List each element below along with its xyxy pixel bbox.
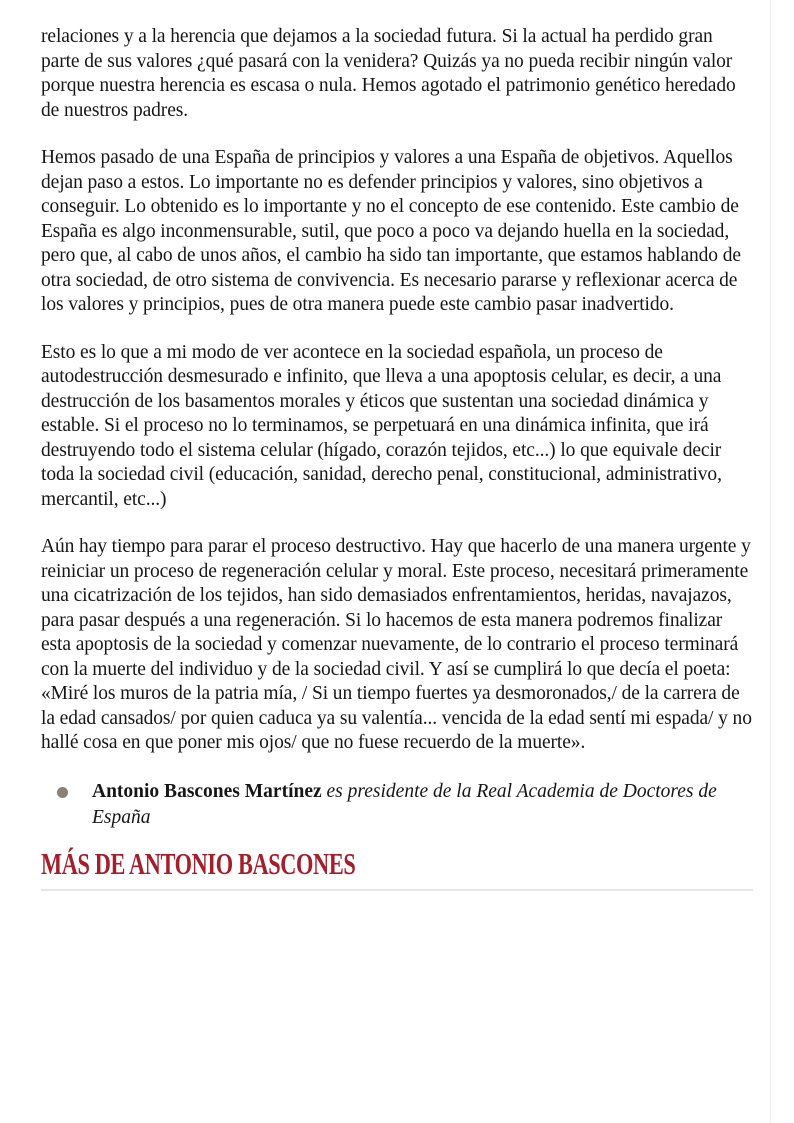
article-paragraph: relaciones y a la herencia que dejamos a la sociedad futura. Si la actual ha perdido gran parte de sus valores ¿qué pasará con la venidera? Quizás ya no pueda recibir ningún valor porque nuestra herencia es escasa o nula. Hemos agotado el patrimonio genético heredado de nuestros padres. <box>41 26 736 121</box>
bullet-icon <box>57 787 68 798</box>
article-paragraph: Hemos pasado de una España de principios y valores a una España de objetivos. Aquellos dejan paso a estos. Lo importante no es defender principios y valores, sino objetivos a conseguir. Lo obtenido es lo importante y no el concepto de ese contenido. Este cambio de España es algo inconmensurable, sutil, que poco a poco va dejando huella en la sociedad, pero que, al cabo de unos años, el cambio ha sido tan importante, que estamos hablando de otra sociedad, de otro sistema de convivencia. Es necesario pararse y reflexionar acerca de los valores y principios, pues de otra manera puede este cambio pasar inadvertido. <box>41 147 741 315</box>
article-body <box>41 25 753 756</box>
author-role: es presidente de la Real Academia de Doctores de España <box>92 780 717 828</box>
author-byline <box>41 779 753 831</box>
article-paragraph: Aún hay tiempo para parar el proceso destructivo. Hay que hacerlo de una manera urgente y reiniciar un proceso de regeneración celular y moral. Este proceso, necesitará primeramente una cicatrización de los tejidos, han sido demasiados enfrentamientos, heridas, navajazos, para pasar después a una regeneración. Si lo hacemos de esta manera podremos finalizar esta apoptosis de la sociedad y comenzar nuevamente, de lo contrario el proceso terminará con la muerte del individuo y de la sociedad civil. Y así se cumplirá lo que decía el poeta: «Miré los muros de la patria mía, / Si un tiempo fuertes ya desmoronados,/ de la carrera de la edad cansados/ por quien caduca ya su valentía... vencida de la edad sentí mi espada/ y no hallé cosa en que poner mis ojos/ que no fuese recuerdo de la muerte». <box>41 536 752 753</box>
byline-text <box>92 779 753 831</box>
author-name: Antonio Bascones Martínez <box>92 780 322 802</box>
article-paragraph: Esto es lo que a mi modo de ver acontece en la sociedad española, un proceso de autodestrucción desmesurado e infinito, que lleva a una apoptosis celular, es decir, a una destrucción de los basamentos morales y éticos que sustentan una sociedad dinámica y estable. Si el proceso no lo terminamos, se perpetuará en una dinámica infinita, que irá destruyendo todo el sistema celular (hígado, corazón tejidos, etc...) lo que equivale decir toda la sociedad civil (educación, sanidad, derecho penal, constitucional, administrativo, mercantil, etc...) <box>41 341 722 510</box>
more-from-author-heading: MÁS DE ANTONIO BASCONES <box>41 845 356 881</box>
page-edge-divider <box>770 0 771 1123</box>
section-divider <box>41 889 753 891</box>
